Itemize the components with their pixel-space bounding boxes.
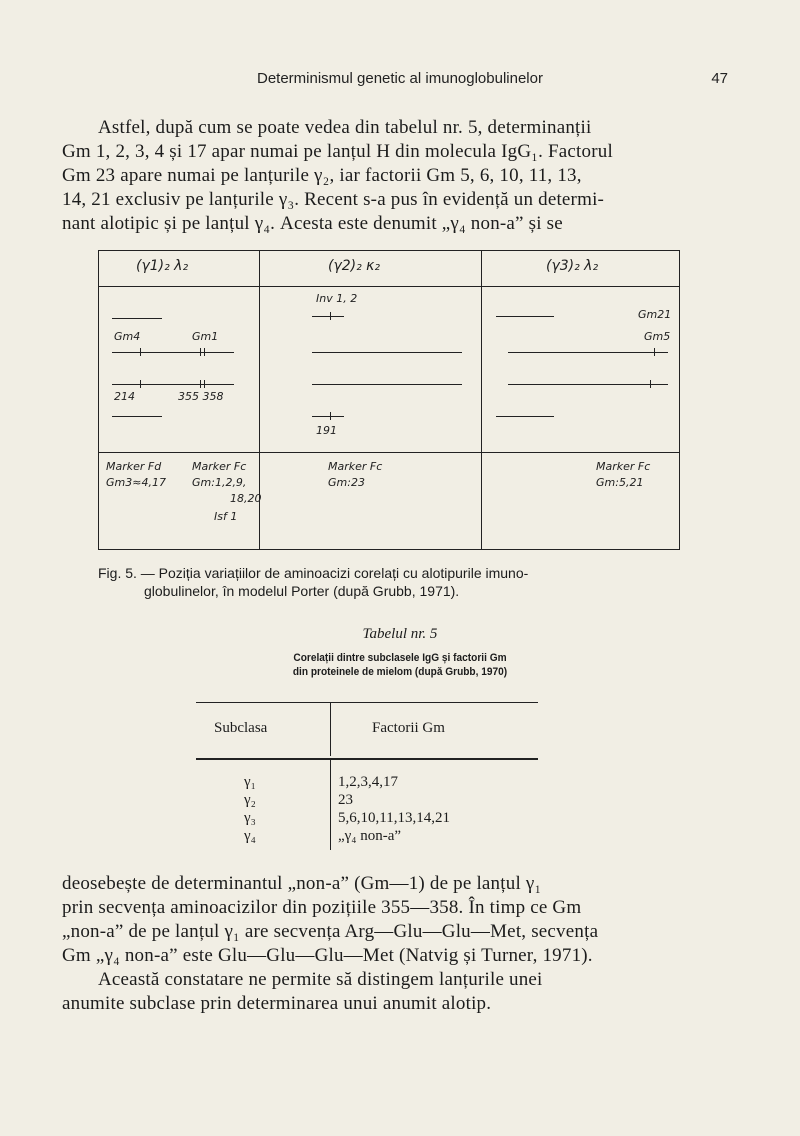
figure-caption (98, 564, 708, 600)
marker-fc1-value: Gm:1,2,9, (192, 476, 247, 489)
row-subclass: γ₂ (244, 792, 256, 808)
text-line: nant alotipic și pe lanțul γ₄. Acesta este denumit „γ₄ non-a” și se (62, 213, 563, 234)
row-subclass: γ₃ (244, 810, 256, 826)
label-position-191: 191 (316, 424, 337, 437)
marker-tick (330, 412, 331, 420)
row-factors: 5,6,10,11,13,14,21 (338, 810, 450, 826)
row-factors: 23 (338, 792, 353, 808)
heavy-chain-line (112, 352, 234, 353)
row-subclass: γ₄ (244, 828, 256, 844)
label-gm21: Gm21 (638, 308, 672, 321)
running-title: Determinismul genetic al imunoglobulinelor (257, 70, 543, 87)
heavy-chain-line (508, 352, 668, 353)
header-subclass: Subclasa (214, 720, 268, 736)
marker-fc2-value: Gm:23 (328, 476, 365, 489)
table-rule (196, 702, 538, 703)
row-divider (98, 286, 680, 287)
row-factors: „γ₄ non-a” (338, 828, 402, 844)
heavy-chain-line (112, 384, 234, 385)
text-line: Gm 1, 2, 3, 4 și 17 apar numai pe lanțul H din molecula IgG₁. Factorul (62, 141, 613, 162)
light-chain-line (496, 416, 554, 417)
caption-line: globulinelor, în modelul Porter (după Grubb, 1971). (144, 583, 460, 599)
light-chain-line (312, 416, 344, 417)
text-line: Astfel, după cum se poate vedea din tabelul nr. 5, determinanții (98, 117, 592, 138)
light-chain-line (112, 416, 162, 417)
label-position-214: 214 (114, 390, 135, 403)
row-factors: 1,2,3,4,17 (338, 774, 398, 790)
label-gm4: Gm4 (114, 330, 141, 343)
label-position-355: 355 358 (178, 390, 224, 403)
text-line: 14, 21 exclusiv pe lanțurile γ₃. Recent s-a pus în evidență un determi- (62, 189, 605, 210)
label-gm1: Gm1 (192, 330, 219, 343)
marker-tick (654, 348, 655, 356)
paragraph-conclusion (62, 872, 738, 1016)
column-divider (259, 250, 260, 550)
marker-fc1-title: Marker Fc (192, 460, 247, 473)
marker-tick (200, 380, 201, 388)
marker-fc1-extra: 18,20 (230, 492, 262, 505)
marker-tick (650, 380, 651, 388)
marker-fc2-title: Marker Fc (328, 460, 383, 473)
marker-tick (204, 380, 205, 388)
row-subclass: γ₁ (244, 774, 256, 790)
row-divider (98, 452, 680, 453)
label-gm5: Gm5 (644, 330, 671, 343)
table-column-rule (330, 760, 331, 850)
heavy-chain-line (508, 384, 668, 385)
text-line: Gm „γ₄ non-a” este Glu—Glu—Glu—Met (Natvig și Turner, 1971). (62, 945, 593, 966)
text-line: Gm 23 apare numai pe lanțurile γ₂, iar factorii Gm 5, 6, 10, 11, 13, (62, 165, 582, 186)
marker-fd-value: Gm3≈4,17 (106, 476, 166, 489)
light-chain-line (312, 316, 344, 317)
heading-gamma1: (γ1)₂ λ₂ (136, 258, 189, 274)
heavy-chain-line (312, 352, 462, 353)
heading-gamma2: (γ2)₂ κ₂ (328, 258, 381, 274)
header-gm-factors: Factorii Gm (372, 720, 445, 736)
table-subclass-gm (196, 700, 556, 850)
marker-tick (204, 348, 205, 356)
table-rule (196, 758, 538, 760)
marker-tick (330, 312, 331, 320)
table-subtitle-line: din proteinele de mielom (după Grubb, 1970) (292, 666, 508, 678)
caption-line: Fig. 5. — Poziția variațiilor de aminoacizi corelați cu alotipurile imuno- (98, 565, 529, 581)
page-number: 47 (711, 70, 728, 87)
paragraph-intro (62, 116, 738, 236)
marker-tick (140, 348, 141, 356)
light-chain-line (112, 318, 162, 319)
heavy-chain-line (312, 384, 462, 385)
text-line: prin secvența aminoacizilor din pozițiile 355—358. În timp ce Gm (62, 897, 582, 918)
text-line: „non-a” de pe lanțul γ₁ are secvența Arg—Glu—Glu—Met, secvența (62, 921, 599, 942)
light-chain-line (496, 316, 554, 317)
figure-porter-model (98, 250, 680, 550)
marker-fc1-isf: Isf 1 (214, 510, 238, 523)
text-line: anumite subclase prin determinarea unui anumit alotip. (62, 993, 492, 1014)
text-line: deosebește de determinantul „non-a” (Gm—1) de pe lanțul γ₁ (62, 873, 542, 894)
marker-tick (200, 348, 201, 356)
table-column-rule (330, 702, 331, 756)
text-line: Această constatare ne permite să distingem lanțurile unei (98, 969, 543, 990)
table-subtitle (32, 651, 768, 679)
column-divider (481, 250, 482, 550)
marker-fd-title: Marker Fd (106, 460, 162, 473)
marker-fc3-title: Marker Fc (596, 460, 651, 473)
label-inv: Inv 1, 2 (316, 292, 358, 305)
marker-tick (140, 380, 141, 388)
heading-gamma3: (γ3)₂ λ₂ (546, 258, 599, 274)
marker-fc3-value: Gm:5,21 (596, 476, 644, 489)
table-title: Tabelul nr. 5 (362, 626, 438, 642)
table-subtitle-line: Corelații dintre subclasele IgG și factorii Gm (293, 652, 507, 664)
